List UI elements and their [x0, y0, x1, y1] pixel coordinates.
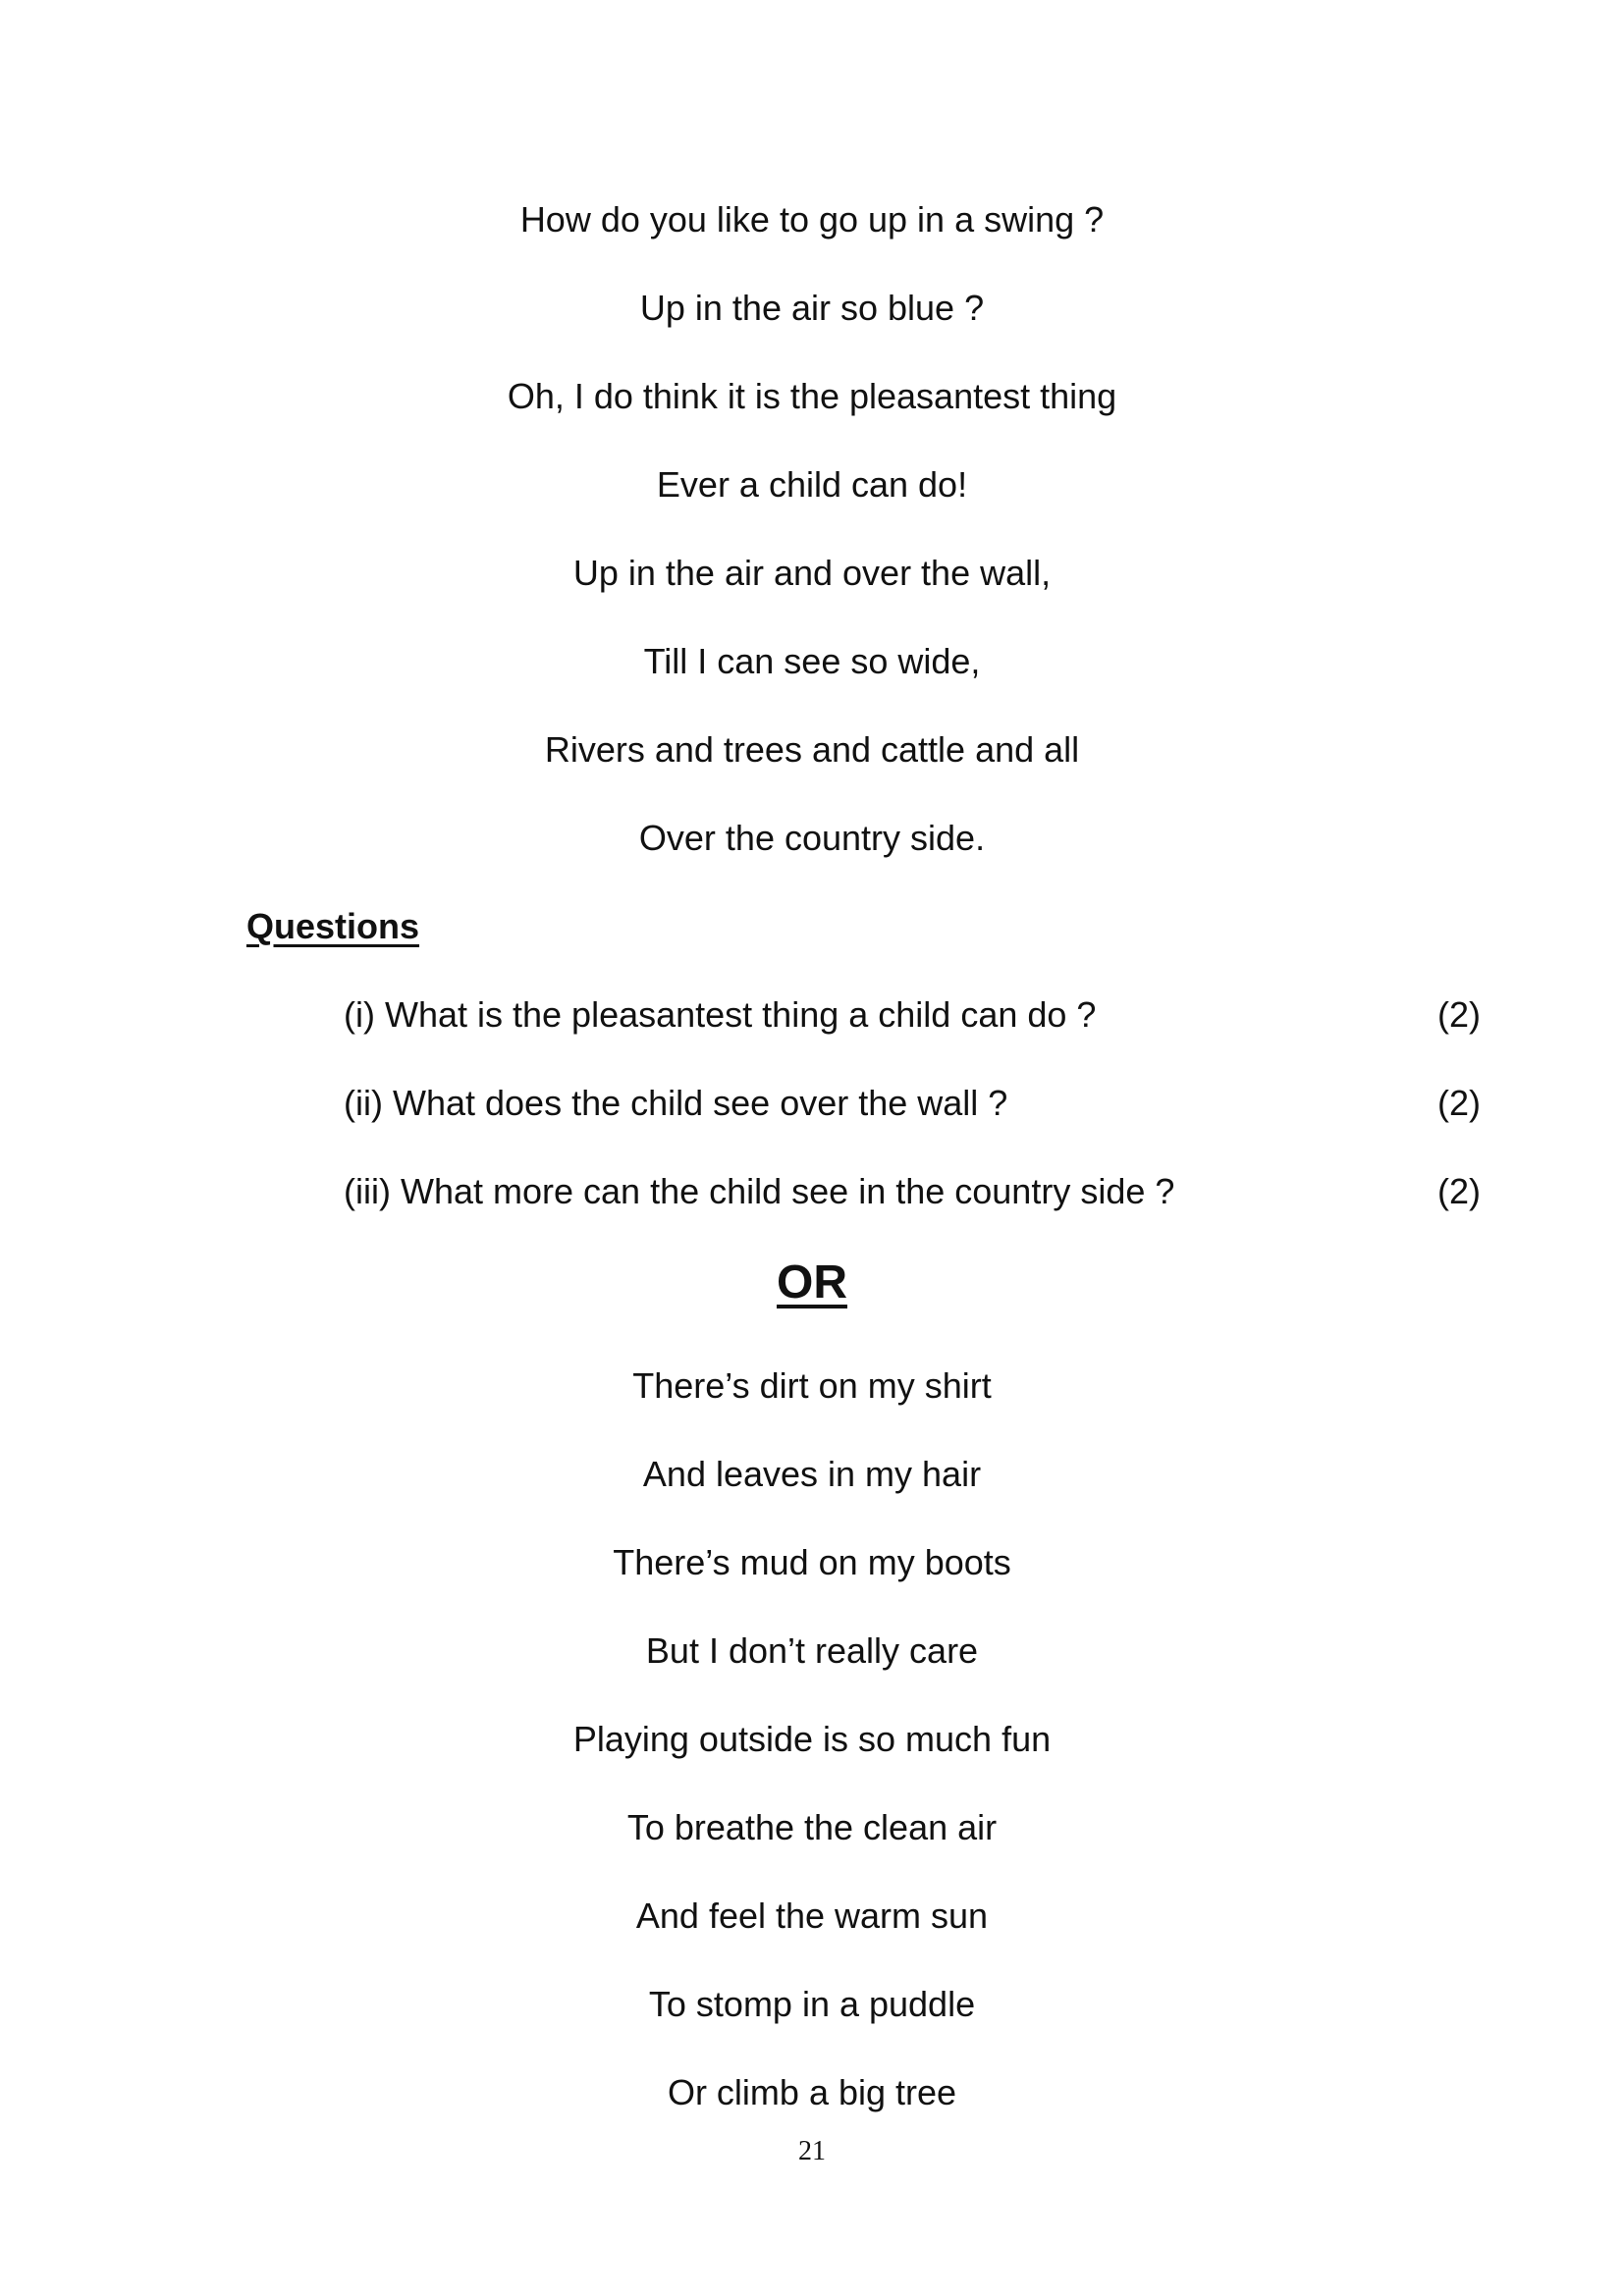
poem-line: Up in the air so blue ? — [639, 288, 985, 328]
page-number: 21 — [798, 2136, 826, 2166]
poem-line: Over the country side. — [638, 818, 986, 858]
poem-line: Rivers and trees and cattle and all — [544, 729, 1080, 770]
question-text: (iii) What more can the child see in the country side ? — [344, 1171, 1175, 1211]
poem-line: And feel the warm sun — [635, 1896, 989, 1936]
poem-line: Or climb a big tree — [667, 2072, 957, 2112]
poem-line: To breathe the clean air — [626, 1807, 998, 1847]
question-text: (ii) What does the child see over the wall ? — [344, 1083, 1008, 1123]
poem-line: But I don’t really care — [645, 1630, 979, 1671]
poem-line: Up in the air and over the wall, — [572, 553, 1052, 593]
question-text: (i) What is the pleasantest thing a child can do ? — [344, 994, 1097, 1035]
question-item — [344, 1148, 1481, 1236]
poem-line: There’s mud on my boots — [613, 1542, 1011, 1582]
poem-line: Ever a child can do! — [656, 464, 968, 505]
poem-line: Till I can see so wide, — [643, 641, 981, 681]
poem-line: And leaves in my hair — [642, 1454, 982, 1494]
poem-line: To stomp in a puddle — [648, 1984, 976, 2024]
questions-heading: Questions — [246, 906, 420, 946]
or-heading: OR — [777, 1256, 847, 1308]
question-marks: (2) — [1437, 1171, 1481, 1211]
poem-line: There’s dirt on my shirt — [632, 1365, 992, 1406]
poem-line: How do you like to go up in a swing ? — [519, 199, 1105, 240]
poem-stanza-1 — [0, 176, 1624, 882]
poem-stanza-2 — [0, 1342, 1624, 2137]
question-item — [344, 971, 1481, 1059]
poem-line: Oh, I do think it is the pleasantest thing — [507, 376, 1117, 416]
question-marks: (2) — [1437, 994, 1481, 1035]
poem-line: Playing outside is so much fun — [572, 1719, 1052, 1759]
questions-list — [344, 971, 1481, 1236]
question-item — [344, 1059, 1481, 1148]
question-marks: (2) — [1437, 1083, 1481, 1123]
